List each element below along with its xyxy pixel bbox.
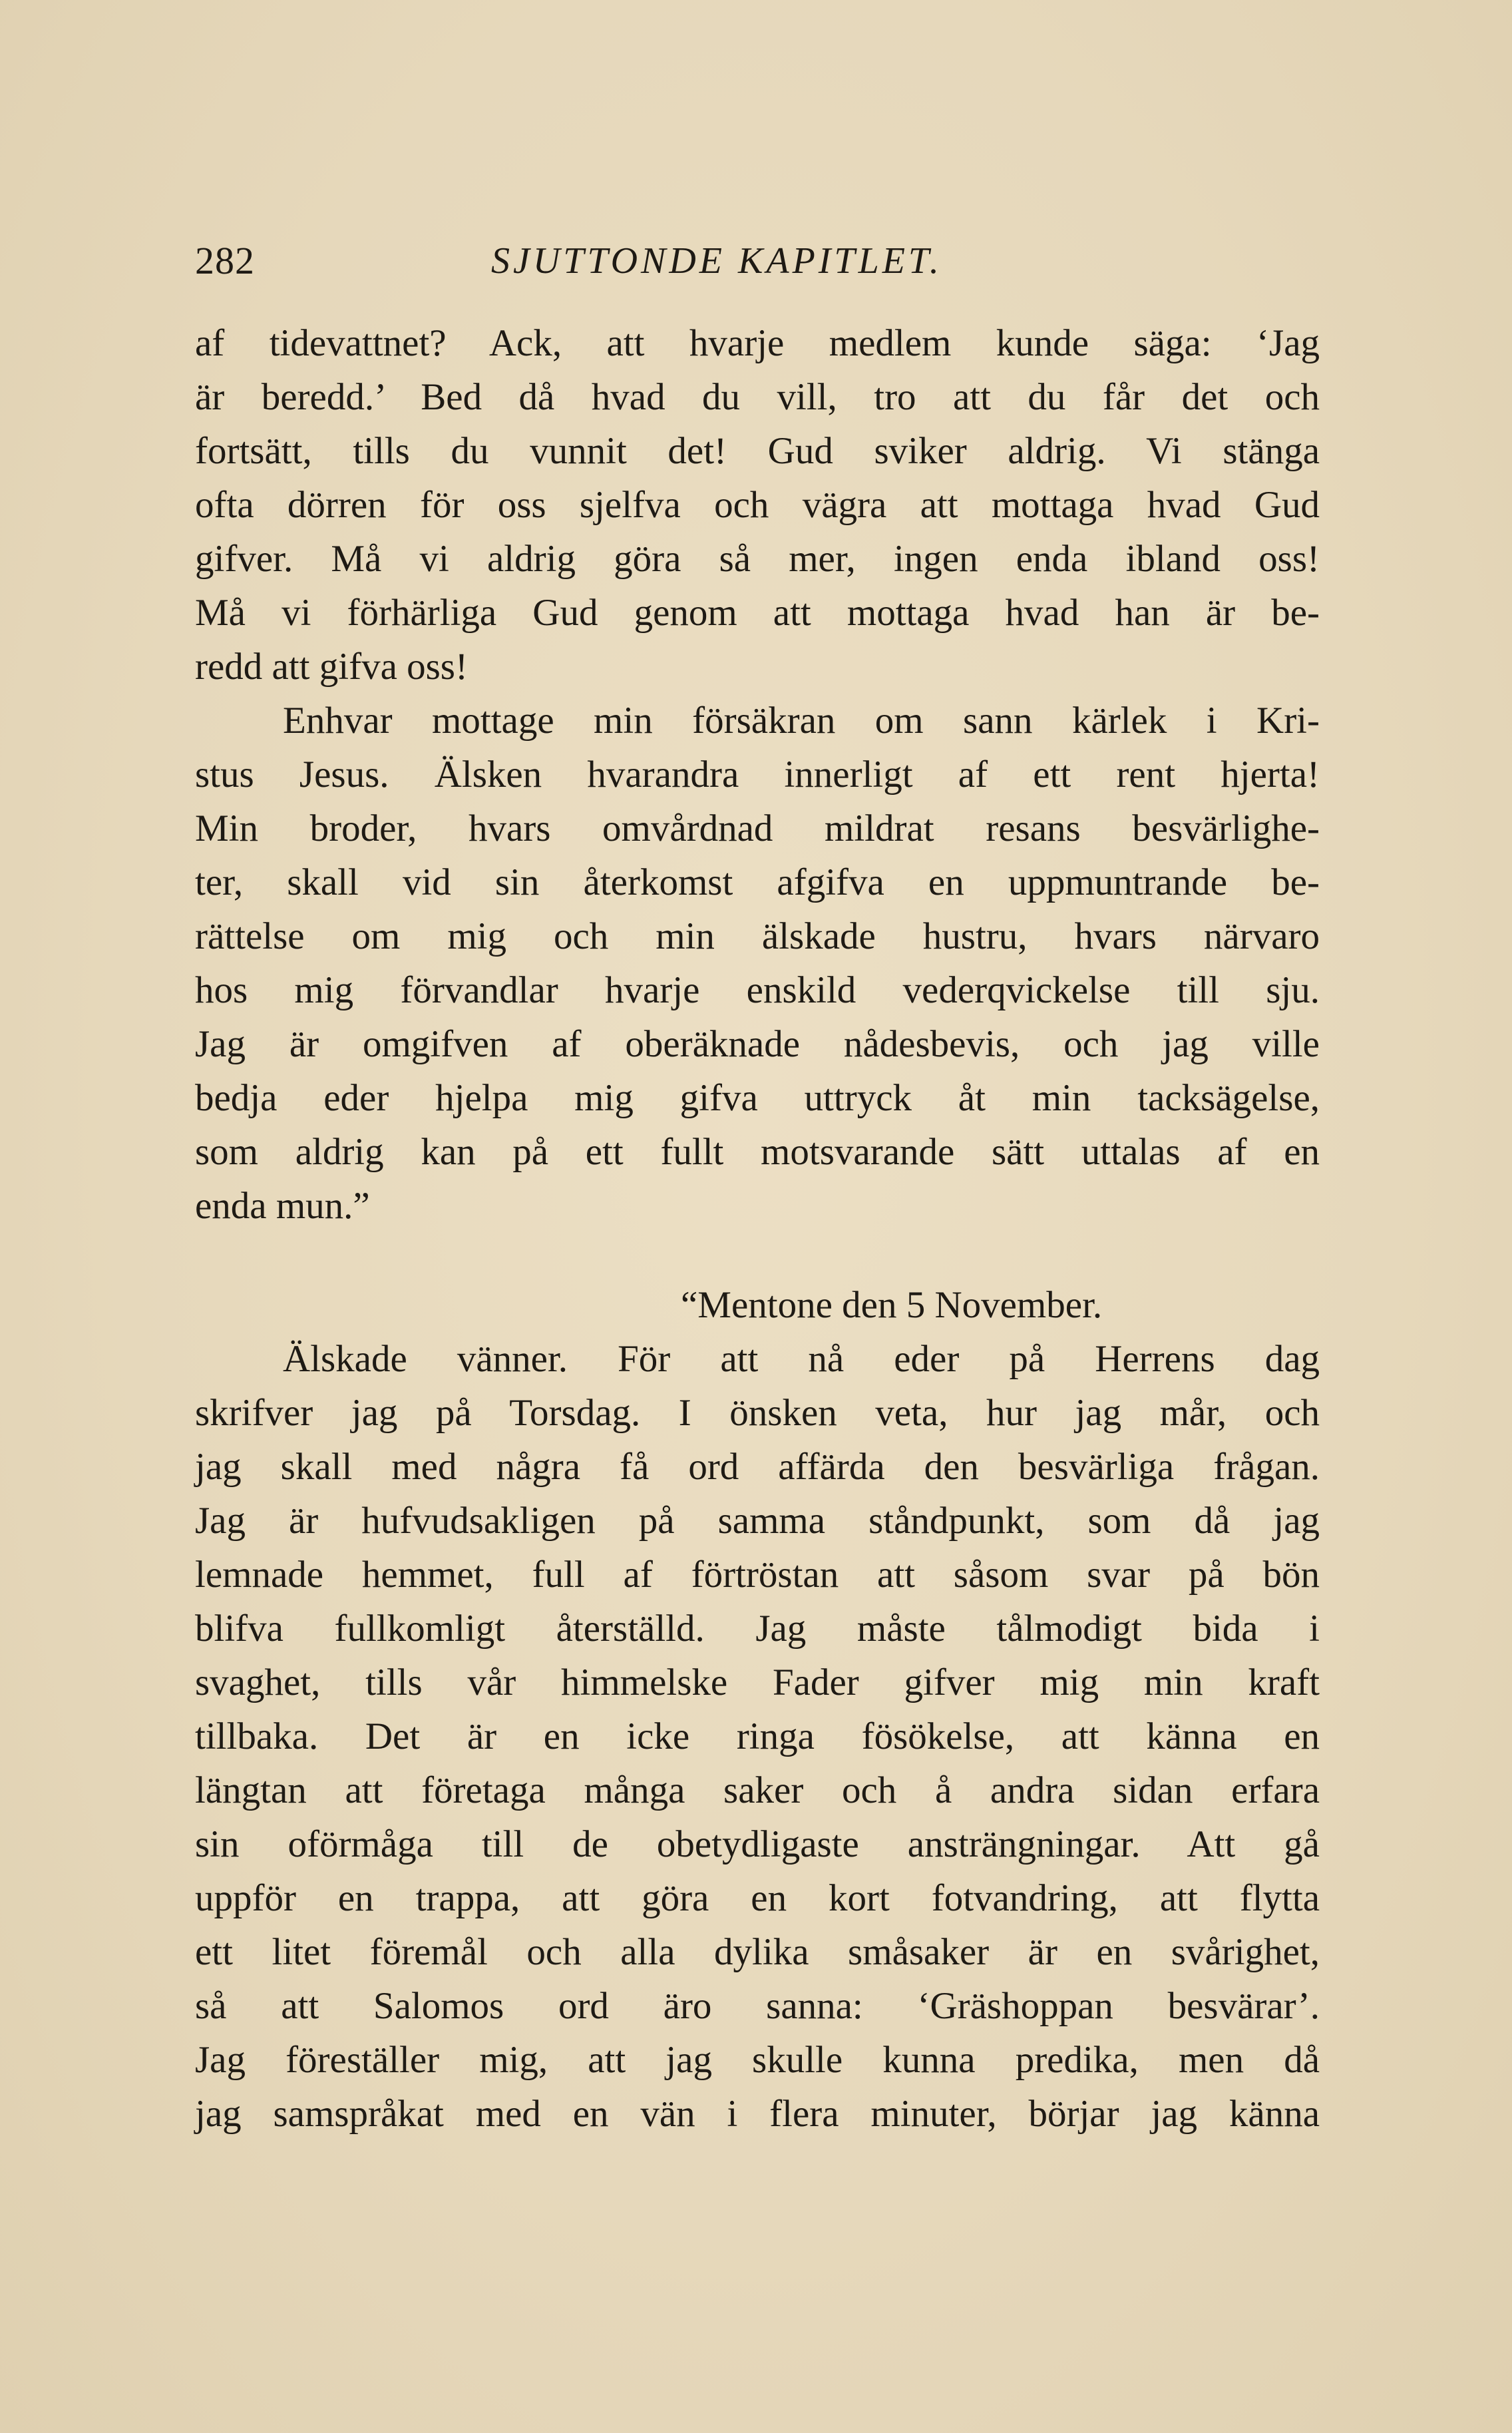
text-line: Älskade vänner. För att nå eder på Herrens dag [283, 1338, 1320, 1380]
letter-dateline [195, 1278, 1320, 1332]
text-line: fortsätt, tills du vunnit det! Gud sviker aldrig. Vi stänga [195, 430, 1320, 472]
text-line: Jag är hufvudsakligen på samma ståndpunkt, som då jag [195, 1500, 1320, 1542]
text-line: Må vi förhärliga Gud genom att mottaga hvad han är be- [195, 592, 1320, 634]
text-line: redd att gifva oss! [195, 646, 468, 688]
paragraph-continuation [195, 316, 1320, 694]
text-line: så att Salomos ord äro sanna: ‘Gräshoppan besvärar’. [195, 1985, 1320, 2027]
text-line: bedja eder hjelpa mig gifva uttryck åt min tacksägelse, [195, 1077, 1320, 1119]
chapter-title: SJUTTONDE KAPITLET. [491, 240, 942, 282]
text-line: svaghet, tills vår himmelske Fader gifver mig min kraft [195, 1661, 1320, 1703]
text-line: Jag är omgifven af oberäknade nådesbevis, och jag ville [195, 1023, 1320, 1065]
text-line: rättelse om mig och min älskade hustru, hvars närvaro [195, 915, 1320, 957]
text-line: blifva fullkomligt återställd. Jag måste tålmodigt bida i [195, 1608, 1320, 1650]
text-line: lemnade hemmet, full af förtröstan att såsom svar på bön [195, 1554, 1320, 1596]
text-line: uppför en trappa, att göra en kort fotvandring, att flytta [195, 1877, 1320, 1919]
text-line: ter, skall vid sin återkomst afgifva en uppmuntrande be- [195, 861, 1320, 903]
paragraph-love [195, 694, 1320, 1233]
text-line: ofta dörren för oss sjelfva och vägra att mottaga hvad Gud [195, 484, 1320, 526]
text-line: jag samspråkat med en vän i flera minuter, börjar jag känna [195, 2093, 1320, 2135]
text-line: af tidevattnet? Ack, att hvarje medlem kunde säga: ‘Jag [195, 322, 1320, 364]
running-head [195, 234, 1320, 288]
text-line: Enhvar mottage min försäkran om sann kärlek i Kri- [283, 700, 1320, 742]
text-line: längtan att företaga många saker och å andra sidan erfara [195, 1769, 1320, 1811]
text-line: ett litet föremål och alla dylika småsaker är en svårighet, [195, 1931, 1320, 1973]
paragraph-letter [195, 1332, 1320, 2141]
text-line: gifver. Må vi aldrig göra så mer, ingen enda ibland oss! [195, 538, 1320, 580]
text-line: hos mig förvandlar hvarje enskild vederqvickelse till sju. [195, 969, 1320, 1011]
text-line: skrifver jag på Torsdag. I önsken veta, hur jag mår, och [195, 1392, 1320, 1434]
text-line: sin oförmåga till de obetydligaste ansträngningar. Att gå [195, 1823, 1320, 1865]
page-number: 282 [195, 239, 255, 282]
text-line: jag skall med några få ord affärda den besvärliga frågan. [195, 1446, 1320, 1488]
text-line: är beredd.’ Bed då hvad du vill, tro att du får det och [195, 376, 1320, 418]
text-line: som aldrig kan på ett fullt motsvarande sätt uttalas af en [195, 1131, 1320, 1173]
text-line: Jag föreställer mig, att jag skulle kunna predika, men då [195, 2039, 1320, 2081]
text-line: enda mun.” [195, 1185, 370, 1227]
paragraph-gap [195, 1233, 1320, 1278]
text-line: Min broder, hvars omvårdnad mildrat resans besvärlighe- [195, 807, 1320, 849]
body-text [195, 316, 1320, 2141]
dateline-text: “Mentone den 5 November. [681, 1284, 1103, 1326]
text-line: stus Jesus. Älsken hvarandra innerligt af ett rent hjerta! [195, 754, 1320, 795]
text-line: tillbaka. Det är en icke ringa fösökelse, att känna en [195, 1715, 1320, 1757]
